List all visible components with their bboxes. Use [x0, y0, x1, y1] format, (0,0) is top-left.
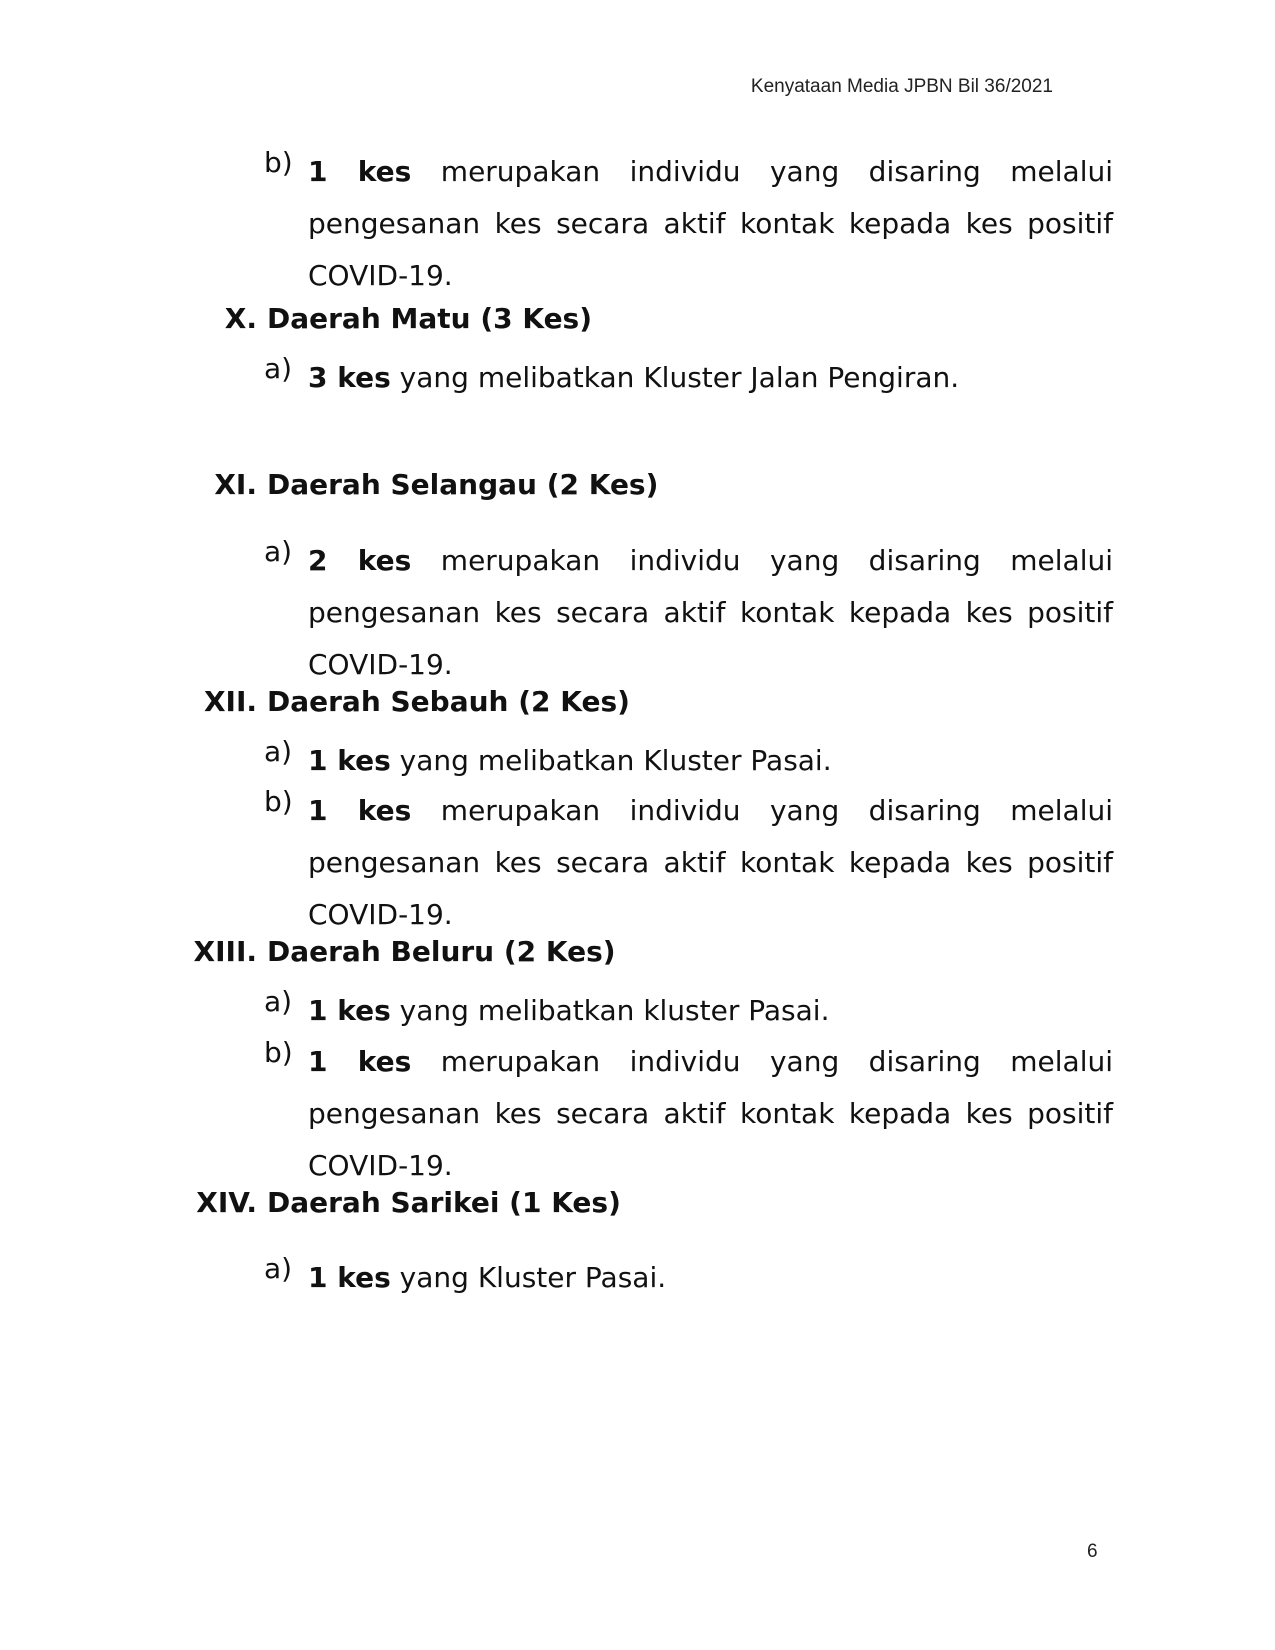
section-title: Daerah Sarikei (1 Kes): [267, 1186, 621, 1219]
item-count: 1 kes: [308, 794, 412, 827]
section-number: XIV.: [196, 1186, 257, 1219]
section-number: X.: [224, 302, 257, 335]
item-count: 2 kes: [308, 544, 412, 577]
item-letter: b): [264, 146, 293, 179]
item-count: 1 kes: [308, 1045, 412, 1078]
item-description: merupakan individu yang disaring melalui pengesanan kes secara aktif kontak kepada kes positif COVID-19.: [308, 794, 1113, 931]
item-count: 1 kes: [308, 744, 391, 777]
item-description: yang melibatkan Kluster Pasai.: [390, 744, 832, 777]
item-text: [308, 535, 1113, 691]
item-description: yang melibatkan Kluster Jalan Pengiran.: [390, 361, 960, 394]
item-description: merupakan individu yang disaring melalui pengesanan kes secara aktif kontak kepada kes positif COVID-19.: [308, 544, 1113, 681]
item-text: [308, 735, 1113, 787]
item-description: merupakan individu yang disaring melalui pengesanan kes secara aktif kontak kepada kes positif COVID-19.: [308, 155, 1113, 292]
item-text: [308, 985, 1113, 1037]
list-item: [264, 985, 1113, 1037]
list-item: [264, 146, 1113, 302]
section-number: XI.: [214, 468, 257, 501]
section-title: Daerah Sebauh (2 Kes): [267, 685, 630, 718]
section-title: Daerah Selangau (2 Kes): [267, 468, 659, 501]
item-letter: a): [264, 1252, 293, 1285]
page-number: 6: [1087, 1541, 1098, 1562]
section-title: Daerah Matu (3 Kes): [267, 302, 593, 335]
item-letter: b): [264, 1036, 293, 1069]
list-item: [264, 535, 1113, 691]
section-number: XIII.: [193, 935, 257, 968]
item-text: [308, 146, 1113, 302]
list-item: [264, 352, 1113, 404]
item-text: [308, 1252, 1113, 1304]
item-letter: a): [264, 535, 293, 568]
section-title: Daerah Beluru (2 Kes): [267, 935, 616, 968]
list-item: [264, 1036, 1113, 1192]
item-count: 1 kes: [308, 155, 412, 188]
section-number: XII.: [203, 685, 257, 718]
item-text: [308, 785, 1113, 941]
item-text: [308, 352, 1113, 404]
list-item: [264, 735, 1113, 787]
item-count: 3 kes: [308, 361, 391, 394]
item-letter: a): [264, 352, 293, 385]
item-description: merupakan individu yang disaring melalui pengesanan kes secara aktif kontak kepada kes positif COVID-19.: [308, 1045, 1113, 1182]
item-letter: b): [264, 785, 293, 818]
list-item: [264, 1252, 1113, 1304]
item-description: yang melibatkan kluster Pasai.: [390, 994, 830, 1027]
item-count: 1 kes: [308, 994, 391, 1027]
list-item: [264, 785, 1113, 941]
item-count: 1 kes: [308, 1261, 391, 1294]
item-letter: a): [264, 735, 293, 768]
item-description: yang Kluster Pasai.: [390, 1261, 667, 1294]
document-header: Kenyataan Media JPBN Bil 36/2021: [750, 76, 1053, 97]
item-text: [308, 1036, 1113, 1192]
item-letter: a): [264, 985, 293, 1018]
